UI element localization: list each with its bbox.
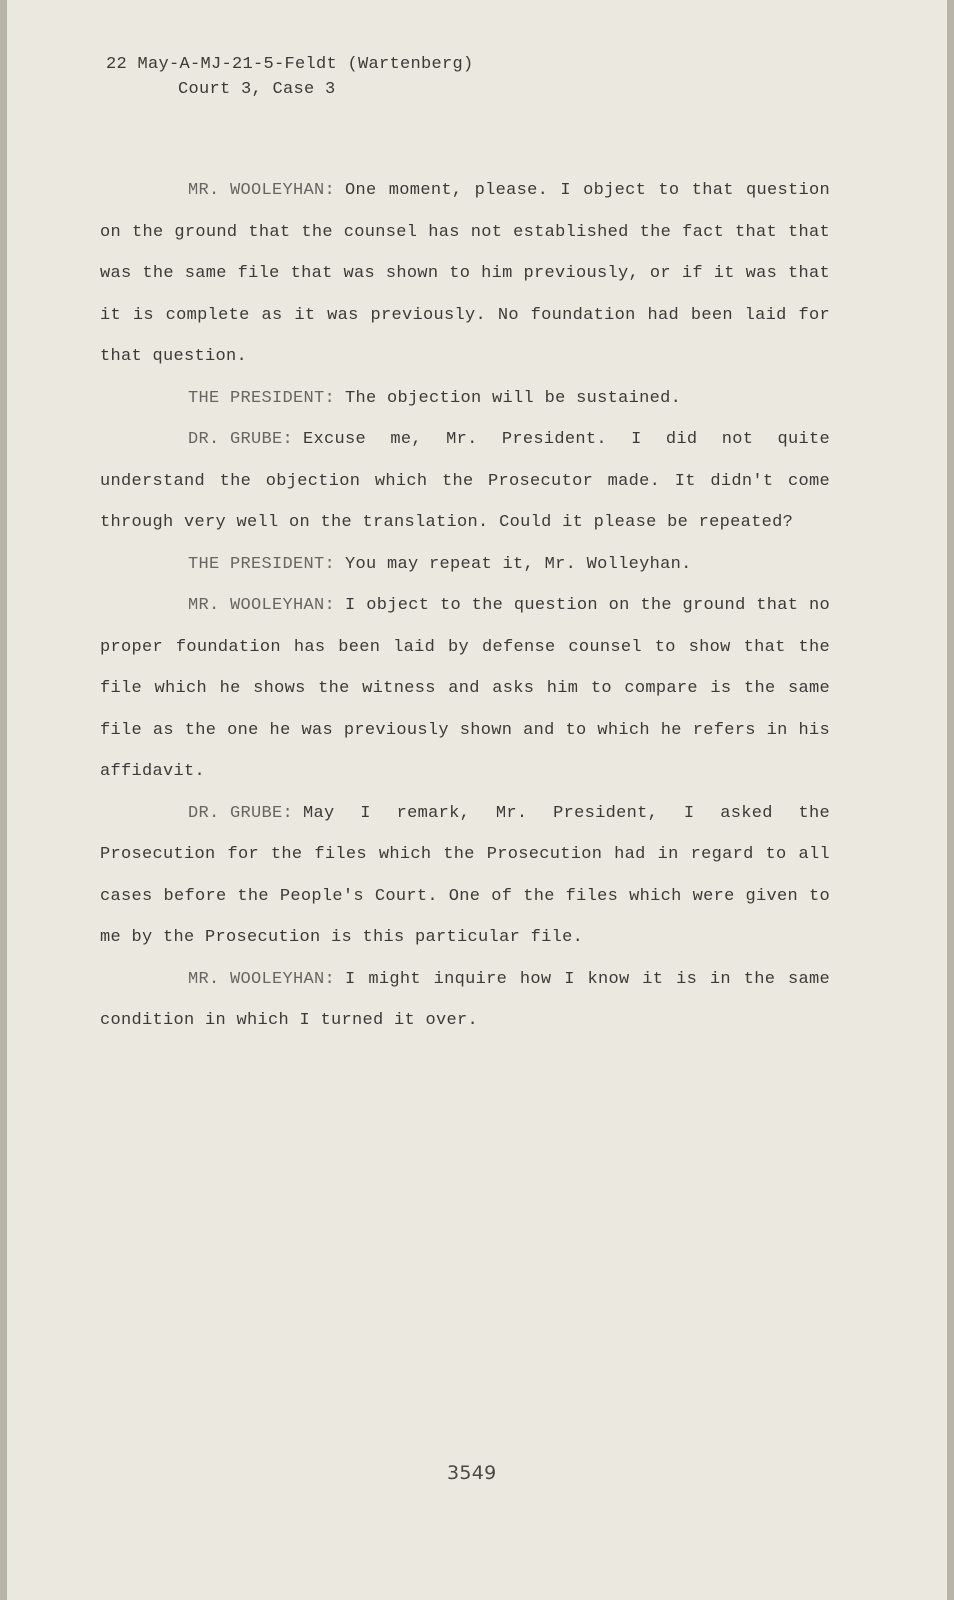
page-edge-left bbox=[0, 0, 7, 1600]
statement-text: Excuse me, Mr. President. I did not quite understand the objection which the Prosecutor made. It didn't come through very well on the translation. Could it please be repeated? bbox=[100, 430, 830, 532]
transcript-paragraph bbox=[100, 419, 830, 544]
header-court-case: Court 3, Case 3 bbox=[178, 80, 336, 99]
statement-text: I object to the question on the ground that no proper foundation has been laid by defense counsel to show that the file which he shows the witness and asks him to compare is the same file as the one he was previously shown and to which he refers in his affidavit. bbox=[100, 596, 830, 781]
statement-text: One moment, please. I object to that question on the ground that the counsel has not established the fact that that was the same file that was shown to him previously, or if it was that it is complete as it was previously. No foundation had been laid for that question. bbox=[100, 181, 830, 366]
page-number: 3549 bbox=[447, 1462, 497, 1484]
page-edge-right bbox=[947, 0, 954, 1600]
transcript-paragraph bbox=[100, 544, 830, 586]
transcript-paragraph bbox=[100, 959, 830, 1042]
header-case-reference: 22 May-A-MJ-21-5-Feldt (Wartenberg) bbox=[106, 55, 474, 74]
speaker-name: THE PRESIDENT: bbox=[188, 554, 336, 574]
transcript-paragraph bbox=[100, 170, 830, 378]
transcript-body bbox=[100, 170, 830, 1042]
speaker-name: MR. WOOLEYHAN: bbox=[188, 969, 336, 989]
speaker-name: DR. GRUBE: bbox=[188, 803, 294, 823]
speaker-name: MR. WOOLEYHAN: bbox=[188, 181, 336, 200]
document-header bbox=[106, 52, 474, 102]
transcript-paragraph bbox=[100, 585, 830, 793]
speaker-name: DR. GRUBE: bbox=[188, 430, 294, 449]
statement-text: May I remark, Mr. President, I asked the Prosecution for the files which the Prosecution had in regard to all cases before the People's Court. One of the files which were given to me by the Prosecution is this particular file. bbox=[100, 803, 830, 947]
statement-text: The objection will be sustained. bbox=[345, 388, 682, 408]
statement-text: I might inquire how I know it is in the same condition in which I turned it over. bbox=[100, 969, 830, 1030]
transcript-paragraph bbox=[100, 378, 830, 420]
statement-text: You may repeat it, Mr. Wolleyhan. bbox=[345, 554, 692, 574]
transcript-paragraph bbox=[100, 793, 830, 959]
speaker-name: THE PRESIDENT: bbox=[188, 388, 336, 408]
speaker-name: MR. WOOLEYHAN: bbox=[188, 596, 336, 615]
